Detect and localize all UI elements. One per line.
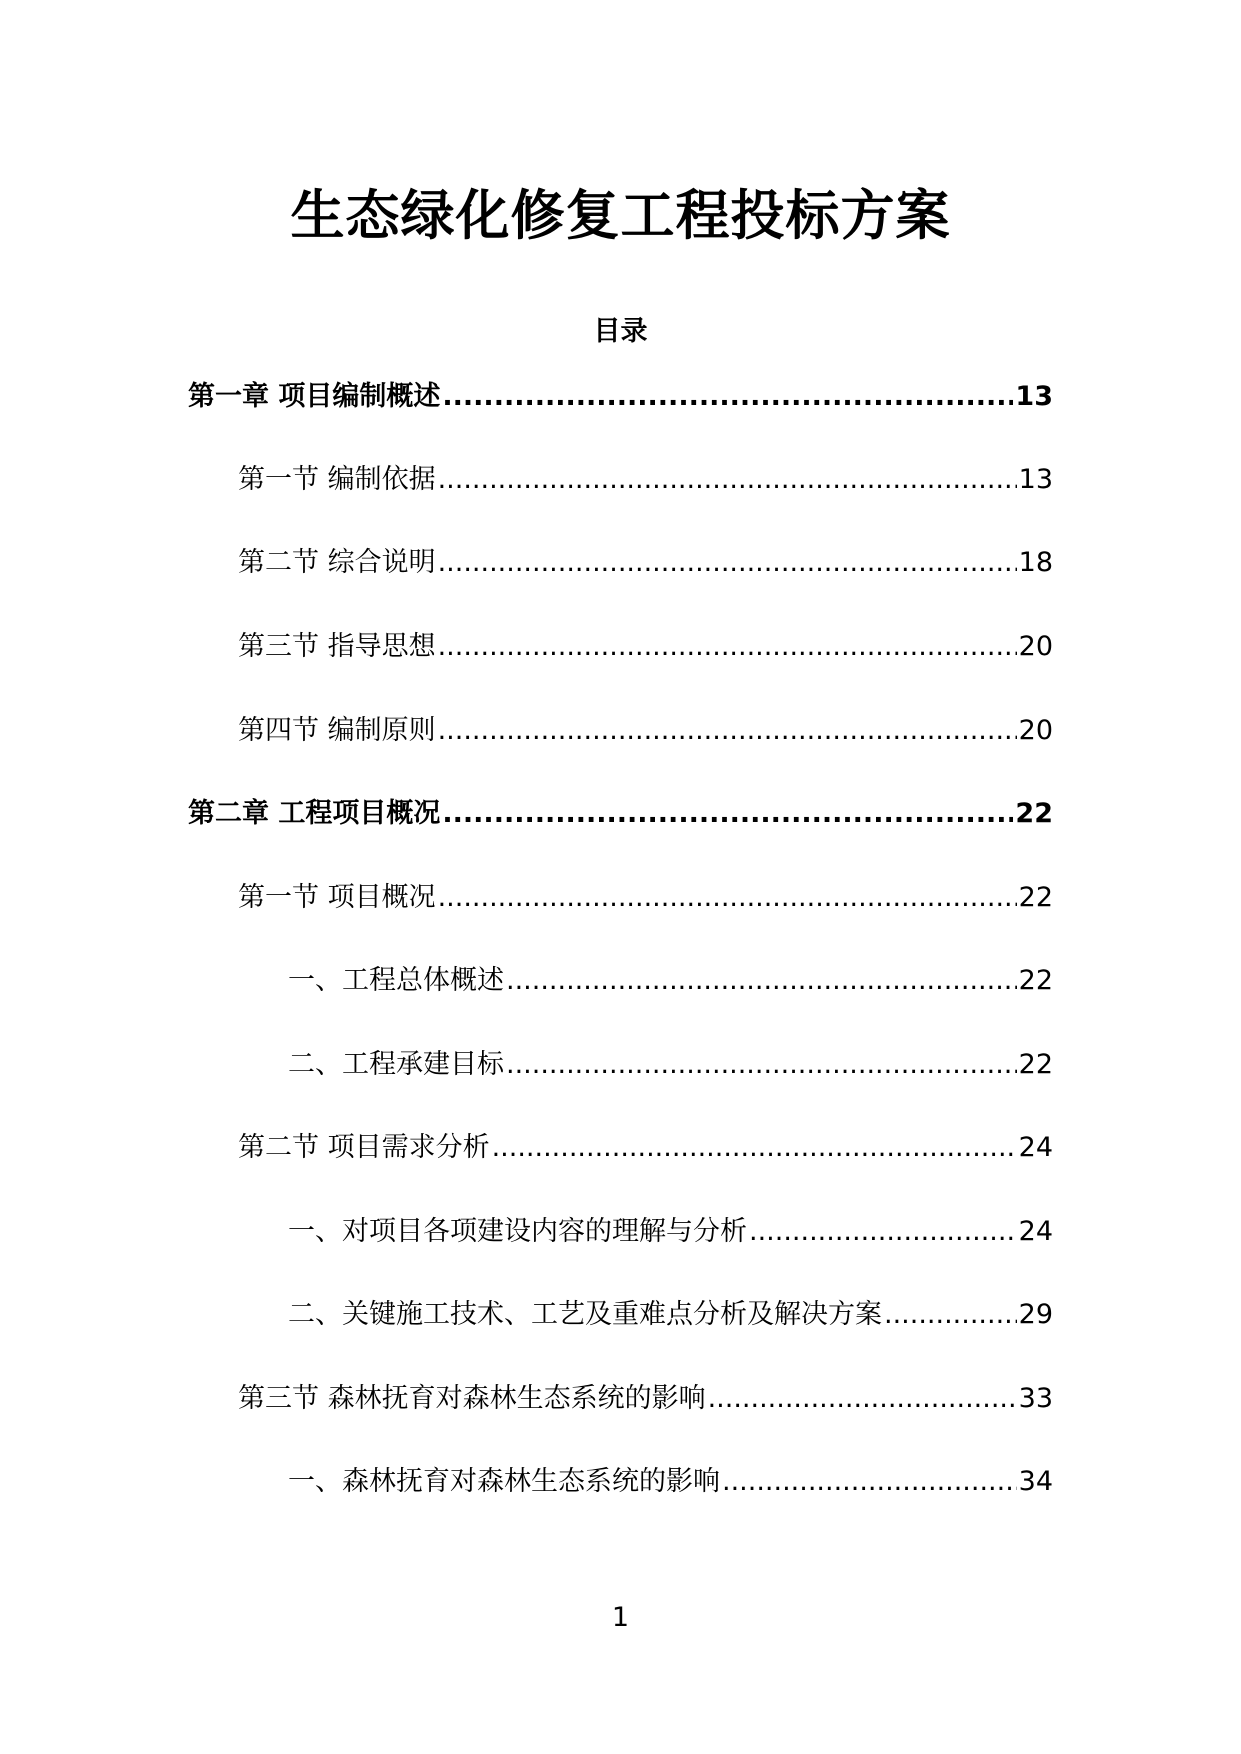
toc-entry-page: 22 <box>1018 965 1053 996</box>
toc-dot-leader <box>442 377 1013 417</box>
toc-dot-leader <box>722 1462 1017 1502</box>
toc-dot-leader <box>438 627 1017 667</box>
toc-entry[interactable] <box>238 543 1053 583</box>
toc-dot-leader <box>438 878 1017 918</box>
toc-entry[interactable] <box>288 1295 1053 1335</box>
toc-entry-page: 29 <box>1018 1299 1053 1330</box>
toc-entry[interactable] <box>288 1045 1053 1085</box>
toc-entry-page: 13 <box>1015 381 1053 412</box>
toc-entry-label: 二、工程承建目标 <box>288 1049 504 1080</box>
toc-entry-page: 22 <box>1018 882 1053 913</box>
page-number: 1 <box>611 1602 630 1633</box>
toc-entry[interactable] <box>188 794 1053 834</box>
toc-entry-page: 13 <box>1018 464 1053 495</box>
toc-entry[interactable] <box>288 1462 1053 1502</box>
toc-entry-label: 一、工程总体概述 <box>288 965 504 996</box>
toc-dot-leader <box>492 1128 1017 1168</box>
toc-dot-leader <box>506 1045 1017 1085</box>
toc-entry-page: 20 <box>1018 715 1053 746</box>
toc-dot-leader <box>506 961 1017 1001</box>
toc-entry-label: 第二节 综合说明 <box>238 547 436 578</box>
toc-entry[interactable] <box>288 961 1053 1001</box>
toc-entry-page: 22 <box>1018 1049 1053 1080</box>
toc-entry-label: 一、森林抚育对森林生态系统的影响 <box>288 1466 720 1497</box>
toc-entry[interactable] <box>288 1212 1053 1252</box>
toc-entry-label: 第四节 编制原则 <box>238 715 436 746</box>
toc-entry[interactable] <box>238 1379 1053 1419</box>
toc-entry-label: 第三节 森林抚育对森林生态系统的影响 <box>238 1383 706 1414</box>
toc-entry-page: 22 <box>1015 798 1053 829</box>
toc-dot-leader <box>438 543 1017 583</box>
toc-dot-leader <box>438 460 1017 500</box>
toc-heading: 目录 <box>593 316 648 347</box>
toc-entry-page: 20 <box>1018 631 1053 662</box>
toc-entry-label: 第一节 编制依据 <box>238 464 436 495</box>
toc-dot-leader <box>749 1212 1017 1252</box>
toc-entry-label: 第二章 工程项目概况 <box>188 798 441 829</box>
toc-entry-page: 18 <box>1018 547 1053 578</box>
toc-entry-label: 二、关键施工技术、工艺及重难点分析及解决方案 <box>288 1299 882 1330</box>
toc-entry-label: 第一节 项目概况 <box>238 882 436 913</box>
toc-entry[interactable] <box>238 627 1053 667</box>
toc-entry[interactable] <box>238 878 1053 918</box>
toc-dot-leader <box>442 794 1013 834</box>
toc-dot-leader <box>884 1295 1017 1335</box>
toc-entry-label: 一、对项目各项建设内容的理解与分析 <box>288 1216 747 1247</box>
toc-entry-label: 第一章 项目编制概述 <box>188 381 441 412</box>
toc-entry-page: 24 <box>1018 1216 1053 1247</box>
toc-dot-leader <box>438 711 1017 751</box>
toc-entry-page: 34 <box>1018 1466 1053 1497</box>
toc-entry[interactable] <box>238 1128 1053 1168</box>
toc-entry-page: 33 <box>1018 1383 1053 1414</box>
toc-entry[interactable] <box>238 711 1053 751</box>
toc-entry[interactable] <box>188 377 1053 417</box>
toc-entry-label: 第二节 项目需求分析 <box>238 1132 490 1163</box>
toc-entry-label: 第三节 指导思想 <box>238 631 436 662</box>
toc-entry[interactable] <box>238 460 1053 500</box>
document-title: 生态绿化修复工程投标方案 <box>290 184 951 247</box>
toc-dot-leader <box>708 1379 1017 1419</box>
toc-entry-page: 24 <box>1018 1132 1053 1163</box>
